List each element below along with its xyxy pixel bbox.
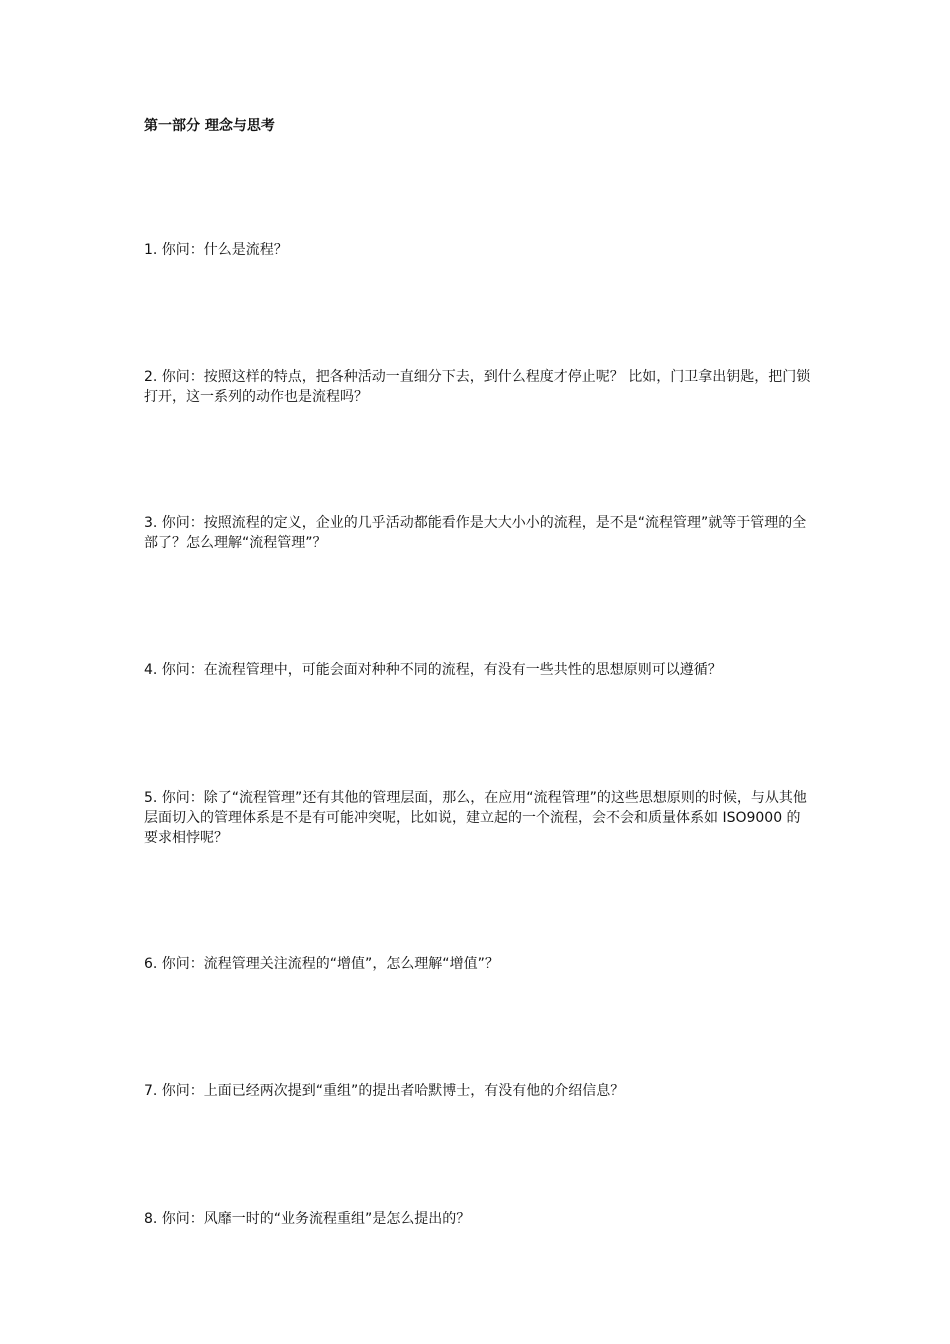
question-8: 8. 你问：风靡一时的“业务流程重组”是怎么提出的？ (144, 1211, 471, 1227)
question-4: 4. 你问：在流程管理中，可能会面对种种不同的流程，有没有一些共性的思想原则可以遵循？ (144, 662, 722, 678)
question-1: 1. 你问：什么是流程？ (144, 242, 288, 258)
question-6: 6. 你问：流程管理关注流程的“增值”，怎么理解“增值”？ (144, 956, 499, 972)
question-7: 7. 你问：上面已经两次提到“重组”的提出者哈默博士，有没有他的介绍信息？ (144, 1083, 625, 1099)
section-heading: 第一部分 理念与思考 (144, 118, 275, 134)
question-5: 5. 你问：除了“流程管理”还有其他的管理层面，那么，在应用“流程管理”的这些思想原则的时候，与从其他层面切入的管理体系是不是有可能冲突呢，比如说，建立起的一个流程，会不会和质量体系如 ISO9000 的要求相悖呢？ (144, 790, 807, 846)
question-2: 2. 你问：按照这样的特点，把各种活动一直细分下去，到什么程度才停止呢？ 比如，门卫拿出钥匙，把门锁打开，这一系列的动作也是流程吗？ (144, 369, 811, 405)
question-3: 3. 你问：按照流程的定义，企业的几乎活动都能看作是大大小小的流程，是不是“流程管理”就等于管理的全部了？怎么理解“流程管理”？ (144, 515, 807, 551)
